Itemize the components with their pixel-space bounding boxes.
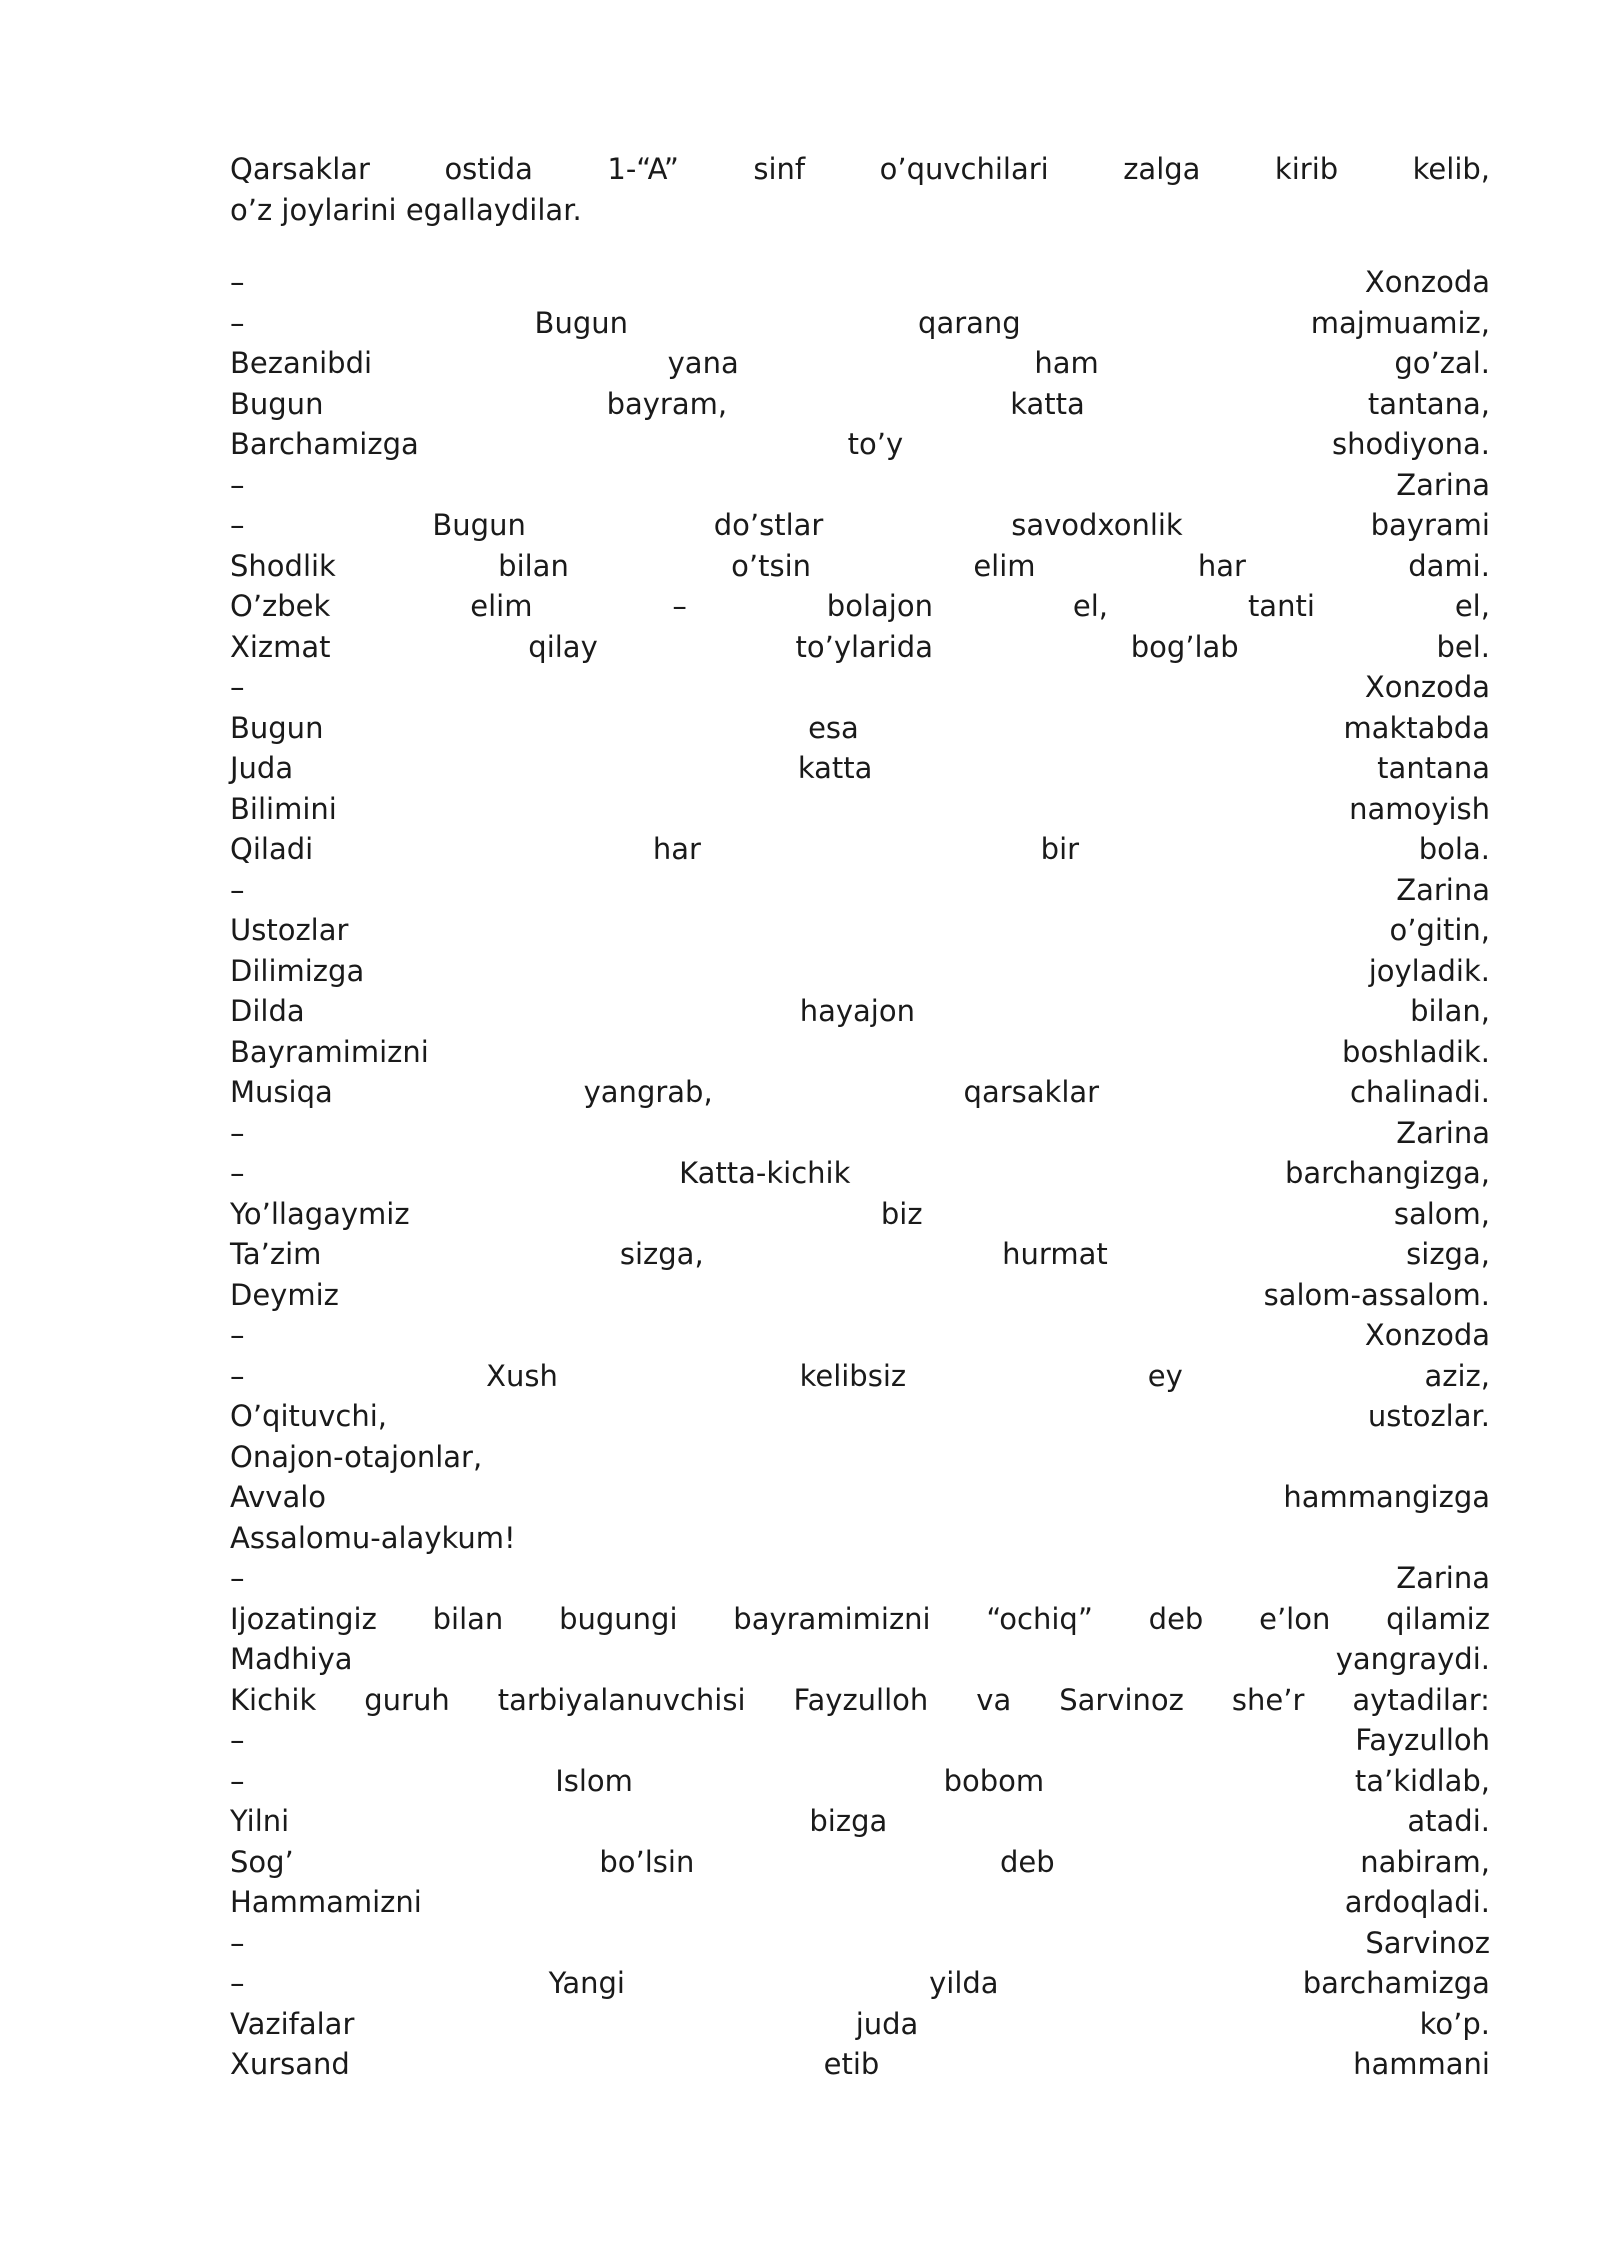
poem-word: Bugun — [534, 305, 628, 340]
poem-word: yilda — [929, 1966, 999, 2000]
poem-word: elim — [973, 548, 1036, 583]
poem-line — [230, 1518, 1490, 1559]
poem-word: Musiqa — [230, 1075, 333, 1109]
poem-word: – — [230, 1763, 245, 1798]
poem-word: Bayramimizni — [230, 1034, 429, 1069]
poem-word: bel. — [1436, 629, 1490, 664]
poem-word: Vazifalar — [230, 2006, 355, 2041]
poem-word: ham — [1034, 346, 1099, 380]
poem-line — [230, 1396, 1490, 1437]
intro-line — [230, 149, 1490, 190]
poem-word: aziz, — [1424, 1358, 1490, 1393]
poem-word: guruh — [364, 1682, 450, 1717]
poem-line — [230, 1194, 1490, 1235]
poem-line — [230, 586, 1490, 627]
poem-line — [230, 505, 1490, 546]
poem-word: savodxonlik — [1011, 508, 1183, 542]
poem-word: el, — [1454, 589, 1490, 623]
poem-word: qarsaklar — [963, 1075, 1100, 1109]
poem-word: – — [230, 1156, 245, 1190]
poem-word: Xizmat — [230, 629, 331, 664]
poem-word: bizga — [809, 1804, 888, 1838]
poem-word: dami. — [1408, 548, 1490, 583]
poem-line — [230, 1356, 1490, 1397]
poem-word: Yangi — [548, 1966, 625, 2000]
poem-word: – — [230, 670, 245, 704]
poem-line — [230, 1558, 1490, 1599]
poem-line — [230, 870, 1490, 911]
poem-word: – — [230, 305, 245, 340]
poem-word: Sog’ — [230, 1844, 294, 1879]
poem-word: hammangizga — [1283, 1480, 1490, 1514]
poem-line — [230, 1963, 1490, 2004]
poem-word: O’qituvchi, — [230, 1399, 388, 1433]
poem-word: Zarina — [1396, 467, 1490, 502]
poem-line — [230, 1234, 1490, 1275]
poem-word: Islom — [555, 1763, 633, 1798]
poem-word: har — [1197, 548, 1246, 583]
poem-line — [230, 1923, 1490, 1964]
poem-word: Zarina — [1396, 1115, 1490, 1150]
poem-line — [230, 1680, 1490, 1721]
intro-word: Qarsaklar — [230, 152, 370, 186]
poem-word: atadi. — [1407, 1804, 1490, 1838]
intro-word: 1-“A” — [607, 152, 679, 186]
poem-word: Dilda — [230, 994, 305, 1028]
poem-line — [230, 748, 1490, 789]
poem-word: qarang — [918, 305, 1021, 340]
poem-word: katta — [1010, 386, 1085, 421]
poem-word: biz — [880, 1196, 923, 1231]
poem-line — [230, 1437, 1490, 1478]
poem-line — [230, 951, 1490, 992]
document-page — [230, 149, 1490, 2085]
poem-word: – — [230, 1318, 245, 1352]
poem-word: hayajon — [799, 994, 915, 1028]
poem-line — [230, 910, 1490, 951]
poem-word: qilay — [528, 629, 598, 664]
poem-word: ey — [1147, 1358, 1183, 1393]
poem-word: yangraydi. — [1335, 1642, 1490, 1676]
poem-word: – — [230, 1723, 245, 1757]
poem-line — [230, 991, 1490, 1032]
poem-line — [230, 667, 1490, 708]
poem-word: deb — [999, 1844, 1055, 1879]
poem-word: etib — [823, 2047, 880, 2081]
poem-word: Xonzoda — [1364, 1318, 1490, 1352]
poem-word: joyladik. — [1368, 953, 1490, 988]
poem-word: ko’p. — [1419, 2006, 1490, 2041]
poem-word: salom, — [1393, 1196, 1490, 1231]
poem-line — [230, 1275, 1490, 1316]
poem-word: Barchamizga — [230, 427, 419, 461]
poem-word: Assalomu-alaykum! — [230, 1520, 516, 1555]
poem-line — [230, 384, 1490, 425]
poem-line — [230, 1801, 1490, 1842]
poem-line — [230, 303, 1490, 344]
poem-line — [230, 1477, 1490, 1518]
poem-line — [230, 1639, 1490, 1680]
poem-word: bir — [1040, 832, 1080, 866]
poem-word: Yilni — [230, 1804, 290, 1838]
poem-word: tarbiyalanuvchisi — [497, 1682, 746, 1717]
poem-word: – — [230, 1115, 245, 1150]
poem-word: aytadilar: — [1352, 1682, 1490, 1717]
poem-word: el, — [1072, 589, 1109, 623]
intro-word: kelib, — [1412, 152, 1490, 186]
poem-line — [230, 789, 1490, 830]
poem-word: o’gitin, — [1389, 913, 1490, 947]
poem-word: elim — [470, 589, 533, 623]
poem-word: Ta’zim — [230, 1237, 322, 1271]
poem-word: Shodlik — [230, 548, 336, 583]
poem-word: – — [230, 265, 245, 299]
poem-word: – — [230, 1358, 245, 1393]
poem-word: bugungi — [559, 1601, 678, 1636]
intro-paragraph — [230, 149, 1490, 230]
poem-word: bayrami — [1370, 508, 1490, 542]
poem-word: ta’kidlab, — [1354, 1763, 1490, 1798]
poem-word: bolajon — [826, 589, 933, 623]
poem-word: – — [672, 589, 687, 623]
poem-line — [230, 2004, 1490, 2045]
poem-line — [230, 1882, 1490, 1923]
poem-word: Ijozatingiz — [230, 1601, 377, 1636]
intro-word: ostida — [444, 152, 533, 186]
poem-word: Kichik — [230, 1682, 317, 1717]
poem-word: Deymiz — [230, 1277, 339, 1312]
poem-word: chalinadi. — [1349, 1075, 1490, 1109]
poem-word: Dilimizga — [230, 953, 365, 988]
poem-line — [230, 546, 1490, 587]
poem-body — [230, 262, 1490, 2085]
poem-word: bayramimizni — [733, 1601, 931, 1636]
poem-word: esa — [808, 710, 859, 745]
poem-word: Xush — [486, 1358, 558, 1393]
poem-word: Fayzulloh — [793, 1682, 929, 1717]
poem-word: namoyish — [1349, 791, 1490, 826]
poem-word: bilan, — [1410, 994, 1490, 1028]
poem-word: har — [652, 832, 701, 866]
poem-word: bayram, — [606, 386, 728, 421]
poem-word: bola. — [1418, 832, 1490, 866]
poem-word: Fayzulloh — [1355, 1723, 1490, 1757]
poem-word: she’r — [1231, 1682, 1305, 1717]
poem-word: hurmat — [1002, 1237, 1108, 1271]
poem-word: Onajon-otajonlar, — [230, 1439, 483, 1474]
poem-word: – — [230, 467, 245, 502]
poem-word: ardoqladi. — [1344, 1885, 1490, 1919]
poem-word: bo’lsin — [599, 1844, 695, 1879]
poem-word: tantana, — [1367, 386, 1490, 421]
poem-line — [230, 262, 1490, 303]
poem-word: boshladik. — [1342, 1034, 1490, 1069]
poem-word: Xonzoda — [1364, 670, 1490, 704]
poem-word: Madhiya — [230, 1642, 353, 1676]
poem-word: sizga, — [619, 1237, 704, 1271]
intro-word: o’z joylarini egallaydilar. — [230, 192, 582, 227]
poem-word: kelibsiz — [799, 1358, 907, 1393]
poem-line — [230, 1842, 1490, 1883]
poem-word: Bezanibdi — [230, 346, 373, 380]
poem-line — [230, 1720, 1490, 1761]
poem-word: Xursand — [230, 2047, 350, 2081]
poem-word: Zarina — [1396, 1561, 1490, 1595]
poem-word: barchamizga — [1302, 1966, 1490, 2000]
poem-word: to’ylarida — [795, 629, 933, 664]
poem-word: nabiram, — [1360, 1844, 1490, 1879]
poem-word: bobom — [943, 1763, 1045, 1798]
poem-word: juda — [855, 2006, 919, 2041]
poem-word: deb — [1148, 1601, 1204, 1636]
poem-line — [230, 1315, 1490, 1356]
poem-line — [230, 2044, 1490, 2085]
poem-word: – — [230, 1966, 245, 2000]
intro-word: kirib — [1274, 152, 1339, 186]
poem-word: tantana — [1377, 751, 1490, 785]
paragraph-gap — [230, 230, 1490, 262]
poem-word: – — [230, 1561, 245, 1595]
poem-word: bilan — [498, 548, 569, 583]
poem-line — [230, 1153, 1490, 1194]
poem-word: – — [230, 1925, 245, 1960]
poem-word: Sarvinoz — [1059, 1682, 1184, 1717]
poem-word: barchangizga, — [1284, 1156, 1490, 1190]
poem-word: yana — [667, 346, 739, 380]
poem-word: go’zal. — [1394, 346, 1490, 380]
poem-word: – — [230, 872, 245, 907]
intro-word: o’quvchilari — [879, 152, 1049, 186]
poem-word: tanti — [1247, 589, 1315, 623]
intro-line — [230, 190, 1490, 231]
intro-word: sinf — [753, 152, 806, 186]
poem-word: Ustozlar — [230, 913, 349, 947]
poem-line — [230, 1072, 1490, 1113]
poem-word: Bilimini — [230, 791, 337, 826]
poem-word: shodiyona. — [1332, 427, 1490, 461]
poem-word: katta — [797, 751, 873, 785]
poem-line — [230, 343, 1490, 384]
poem-word: Bugun — [432, 508, 526, 542]
poem-word: bilan — [432, 1601, 504, 1636]
poem-word: Xonzoda — [1364, 265, 1490, 299]
poem-word: Qiladi — [230, 832, 314, 866]
poem-word: O’zbek — [230, 589, 331, 623]
poem-line — [230, 829, 1490, 870]
poem-word: – — [230, 508, 245, 542]
poem-line — [230, 1113, 1490, 1154]
poem-word: do’stlar — [713, 508, 824, 542]
intro-word: zalga — [1123, 152, 1201, 186]
poem-word: Zarina — [1396, 872, 1490, 907]
poem-word: yangrab, — [583, 1075, 713, 1109]
poem-word: salom-assalom. — [1263, 1277, 1490, 1312]
poem-word: Avvalo — [230, 1480, 327, 1514]
poem-word: bog’lab — [1130, 629, 1239, 664]
poem-word: Juda — [230, 751, 294, 785]
poem-line — [230, 1761, 1490, 1802]
poem-line — [230, 1599, 1490, 1640]
poem-word: Bugun — [230, 386, 324, 421]
poem-word: Katta-kichik — [679, 1156, 851, 1190]
poem-word: ustozlar. — [1367, 1399, 1490, 1433]
poem-word: Bugun — [230, 710, 324, 745]
poem-line — [230, 424, 1490, 465]
poem-word: qilamiz — [1386, 1601, 1490, 1636]
poem-line — [230, 465, 1490, 506]
poem-word: majmuamiz, — [1310, 305, 1490, 340]
poem-word: hammani — [1353, 2047, 1490, 2081]
poem-line — [230, 708, 1490, 749]
poem-word: Hammamizni — [230, 1885, 422, 1919]
poem-word: sizga, — [1406, 1237, 1490, 1271]
poem-word: va — [976, 1682, 1012, 1717]
poem-word: “ochiq” — [986, 1601, 1093, 1636]
poem-line — [230, 627, 1490, 668]
poem-word: e’lon — [1259, 1601, 1331, 1636]
poem-line — [230, 1032, 1490, 1073]
poem-word: o’tsin — [731, 548, 812, 583]
poem-word: Yo’llagaymiz — [230, 1196, 410, 1231]
poem-word: maktabda — [1343, 710, 1490, 745]
poem-word: Sarvinoz — [1365, 1925, 1490, 1960]
poem-word: to’y — [847, 427, 904, 461]
